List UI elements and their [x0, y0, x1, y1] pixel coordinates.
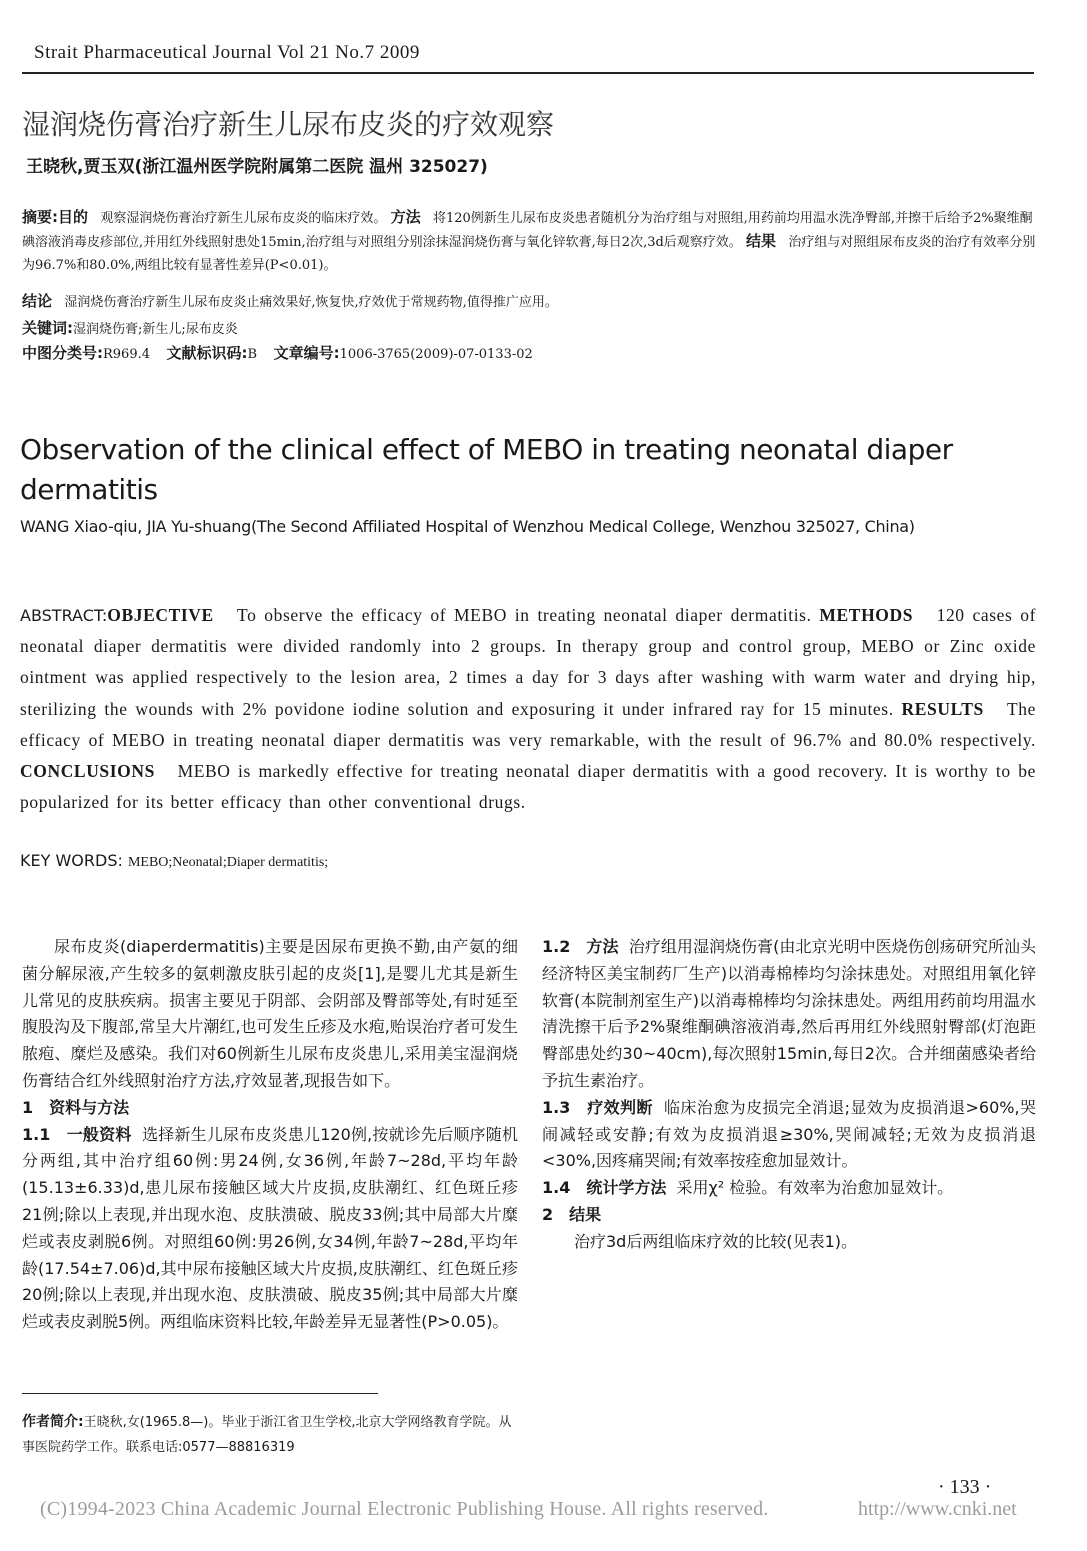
en-keywords-value: MEBO;Neonatal;Diaper dermatitis; [127, 855, 329, 870]
class-value: R969.4 [103, 347, 151, 362]
cn-authors: 王晓秋,贾玉双(浙江温州医学院附属第二医院 温州 325027) [26, 157, 488, 177]
doc-value: B [247, 347, 258, 362]
section-1-1-heading: 1.1 一般资料 [22, 1124, 132, 1144]
en-methods-label: METHODS [819, 605, 914, 625]
body-right-column [542, 934, 1036, 1256]
en-title: Observation of the clinical effect of MEBO in treating neonatal diaper dermatitis [20, 433, 953, 506]
en-results-label: RESULTS [901, 698, 984, 719]
section-1-2 [542, 934, 1036, 1095]
footnote-text: 王晓秋,女(1965.8—)。毕业于浙江省卫生学校,北京大学网络教育学院。从事医院药学工作。联系电话:0577—88816319 [22, 1415, 512, 1455]
en-authors: WANG Xiao-qiu, JIA Yu-shuang(The Second Affiliated Hospital of Wenzhou Medical College, Wenzhou 325027, China) [20, 517, 915, 536]
section-1-heading: 1 资料与方法 [22, 1097, 130, 1117]
en-conclusions: MEBO is markedly effective for treating neonatal diaper dermatitis with a good recovery. It is worthy to be popularized for its better efficacy than other conventional drugs. [20, 761, 1036, 813]
cn-keywords [22, 317, 1038, 341]
cn-keywords-label: 关键词: [22, 319, 73, 337]
article-value: 1006-3765(2009)-07-0133-02 [339, 347, 533, 362]
section-1-3 [542, 1095, 1036, 1175]
cn-objective: 观察湿润烧伤膏治疗新生儿尿布皮炎的临床疗效。 [100, 211, 387, 226]
en-results: The efficacy of MEBO in treating neonatal diaper dermatitis was very remarkable, with the result of 96.7% and 80.0% respectively. [20, 698, 1037, 750]
section-1-4-heading: 1.4 统计学方法 [542, 1178, 667, 1198]
cn-conclusion [22, 290, 1038, 314]
doc-label: 文献标识码: [166, 344, 248, 362]
footnote-rule [22, 1393, 378, 1394]
cn-conclusion-text: 湿润烧伤膏治疗新生儿尿布皮炎止痛效果好,恢复快,疗效优于常规药物,值得推广应用。 [64, 295, 558, 310]
en-methods: 120 cases of neonatal diaper dermatitis were divided randomly into 2 groups. In therapy group and control group, MEBO or Zinc oxide ointment was applied respectively to the lesion area, 2 times a day for 3 days after washing with warm water and drying hip, sterilizing the wounds with 2% povidone iodine solution and exposuring it under infrared ray for 15 minutes. [20, 605, 1037, 719]
section-1-4 [542, 1175, 1036, 1202]
en-abstract-label: ABSTRACT: [20, 606, 108, 625]
cn-conclusion-label: 结论 [22, 292, 53, 310]
section-1-3-heading: 1.3 疗效判断 [542, 1097, 653, 1117]
en-keywords [20, 851, 328, 871]
author-footnote [22, 1410, 522, 1460]
footnote-label: 作者简介: [22, 1414, 84, 1430]
cn-results-label: 结果 [745, 232, 776, 250]
en-abstract [20, 600, 1036, 818]
en-objective-label: OBJECTIVE [107, 605, 214, 625]
section-1-4-text: 采用χ² 检验。有效率为治愈加显效计。 [676, 1178, 954, 1198]
site-link[interactable]: http://www.cnki.net [858, 1498, 1017, 1520]
cn-keywords-value: 湿润烧伤膏;新生儿;尿布皮炎 [73, 322, 238, 337]
section-1-2-text: 治疗组用湿润烧伤膏(由北京光明中医烧伤创疡研究所汕头经济特区美宝制药厂生产)以消毒棉棒均匀涂抹患处。对照组用氧化锌软膏(本院制剂室生产)以消毒棉棒均匀涂抹患处。两组用药前均用温水清洗擦干后予2%聚维酮碘溶液消毒,然后再用红外线照射臀部(灯泡距臀部患处约30~40cm),每次照射15min,每日2次。合并细菌感染者给予抗生素治疗。 [542, 937, 1037, 1090]
cn-classification [22, 342, 1038, 366]
cn-methods: 将120例新生儿尿布皮炎患者随机分为治疗组与对照组,用药前均用温水洗净臀部,并擦干后给予2%聚维酮碘溶液消毒皮疹部位,并用红外线照射患处15min,治疗组与对照组分别涂抹湿润烧伤膏与氧化锌软膏,每日2次,3d后观察疗效。 [22, 211, 1033, 250]
intro-paragraph: 尿布皮炎(diaperdermatitis)主要是因尿布更换不勤,由产氨的细菌分解尿液,产生较多的氨刺激皮肤引起的皮炎[1],是婴儿尤其是新生儿常见的皮肤疾病。损害主要见于阴部、会阴部及臀部等处,有时延至腹股沟及下腹部,常呈大片潮红,也可发生丘疹及水疱,贻误治疗者可发生脓疱、糜烂及感染。我们对60例新生儿尿布皮炎患儿,采用美宝湿润烧伤膏结合红外线照射治疗方法,疗效显著,现报告如下。 [22, 937, 518, 1090]
cn-abstract [22, 206, 1038, 277]
section-1-2-heading: 1.2 方法 [542, 937, 619, 956]
cn-methods-label: 方法 [390, 208, 421, 226]
journal-header: Strait Pharmaceutical Journal Vol 21 No.7 2009 [34, 42, 420, 63]
copyright-notice: (C)1994-2023 China Academic Journal Electronic Publishing House. All rights reserved. [40, 1498, 769, 1520]
en-keywords-label: KEY WORDS: [20, 851, 123, 870]
cn-results: 治疗组与对照组尿布皮炎的治疗有效率分别为96.7%和80.0%,两组比较有显著性差异(P<0.01)。 [22, 235, 1036, 273]
section-1-3-text: 临床治愈为皮损完全消退;显效为皮损消退>60%,哭闹减轻或安静;有效为皮损消退≥30%,哭闹减轻;无效为皮损消退<30%,因疼痛哭闹;有效率按痊愈加显效计。 [542, 1097, 1036, 1171]
body-left-column [22, 934, 518, 1336]
results-paragraph: 治疗3d后两组临床疗效的比较(见表1)。 [574, 1231, 858, 1251]
en-conclusions-label: CONCLUSIONS [20, 761, 155, 782]
cn-abstract-label: 摘要:目的 [22, 208, 88, 226]
cn-title: 湿润烧伤膏治疗新生儿尿布皮炎的疗效观察 [22, 108, 555, 141]
header-rule [22, 72, 1034, 74]
en-objective: To observe the efficacy of MEBO in treating neonatal diaper dermatitis. [237, 605, 812, 625]
section-1-1 [22, 1122, 518, 1336]
section-2-heading: 2 结果 [542, 1204, 602, 1224]
section-1-1-text: 选择新生儿尿布皮炎患儿120例,按就诊先后顺序随机分两组,其中治疗组60例:男24例,女36例,年龄7~28d,平均年龄(15.13±6.33)d,患儿尿布接触区域大片皮损,皮肤潮红、红色斑丘疹21例;除以上表现,并出现水泡、皮肤溃破、脱皮33例;其中局部大片糜烂或表皮剥脱6例。对照组60例:男26例,女34例,年龄7~28d,平均年龄(17.54±7.06)d,其中尿布接触区域大片皮损,皮肤潮红、红色斑丘疹20例;除以上表现,并出现水泡、皮肤溃破、脱皮35例;其中局部大片糜烂或表皮剥脱5例。两组临床资料比较,年龄差异无显著性(P>0.05)。 [22, 1124, 518, 1332]
class-label: 中图分类号: [22, 344, 103, 362]
page-number: · 133 · [938, 1476, 992, 1498]
article-label: 文章编号: [273, 344, 340, 362]
